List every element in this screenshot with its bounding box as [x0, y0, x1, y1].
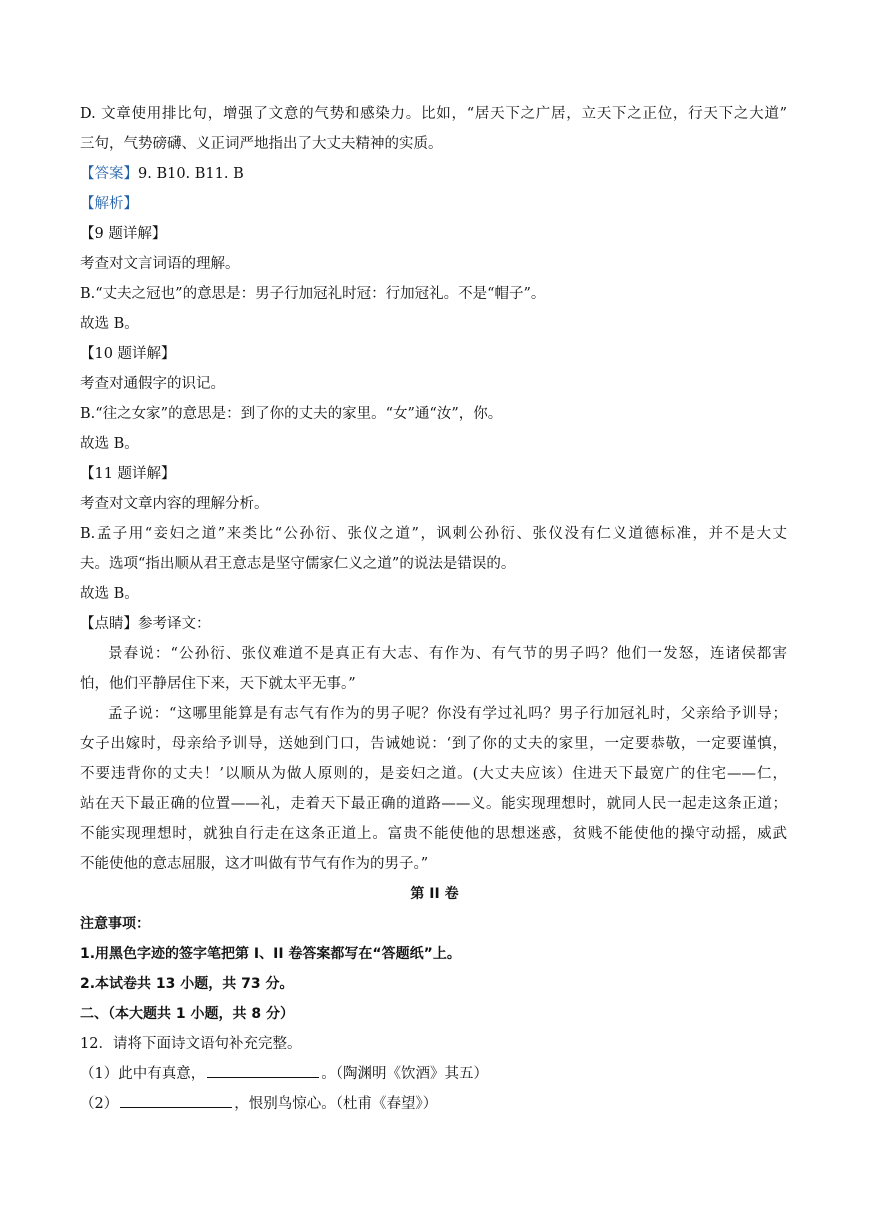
analysis-label: 【解析】 — [80, 196, 138, 212]
pointer-text: 参考译文： — [138, 616, 211, 632]
q11-line-2: B.孟子用“妾妇之道”来类比“公孙衍、张仪之道”，讽刺公孙衍、张仪没有仁义道德标准，并不是大丈 — [80, 526, 787, 542]
pointer-label: 【点睛】 — [80, 616, 138, 632]
pointer-line — [80, 614, 787, 634]
q11-line-1: 考查对文章内容的理解分析。 — [80, 496, 269, 512]
q10-line-1: 考查对通假字的识记。 — [80, 376, 225, 392]
translation-line-7: 不能实现理想时，就独自行走在这条正道上。富贵不能使他的思想迷惑，贫贱不能使他的操守动摇，威武 — [80, 826, 787, 842]
section-heading: 二、（本大题共 1 小题，共 8 分） — [80, 1006, 294, 1022]
fill-item-2 — [80, 1094, 787, 1114]
fill-item-2-prefix: （2） — [80, 1096, 119, 1112]
notice-item-2: 2.本试卷共 13 小题，共 73 分。 — [80, 976, 294, 992]
q11-heading: 【11 题详解】 — [80, 466, 176, 482]
option-d-line-1: D. 文章使用排比句，增强了文意的气势和感染力。比如，“居天下之广居，立天下之正位，行天下之大道” — [80, 106, 787, 122]
option-d-line-2: 三句，气势磅礴、义正词严地指出了大丈夫精神的实质。 — [80, 136, 443, 152]
q9-line-3: 故选 B。 — [80, 316, 139, 332]
translation-line-2: 怕，他们平静居住下来，天下就太平无事。” — [80, 676, 356, 692]
translation-line-5: 不要违背你的丈夫！’以顺从为做人原则的，是妾妇之道。(大丈夫应该）住进天下最宽广的住宅——仁， — [80, 766, 787, 782]
fill-item-1-prefix: （1）此中有真意， — [80, 1066, 206, 1082]
answer-label: 【答案】 — [80, 166, 138, 182]
fill-item-2-suffix: ，恨别鸟惊心。（杜甫《春望》） — [234, 1096, 438, 1112]
q10-line-3: 故选 B。 — [80, 436, 139, 452]
fill-item-1 — [80, 1064, 787, 1084]
translation-line-4: 女子出嫁时，母亲给予训导，送她到门口，告诫她说：‘到了你的丈夫的家里，一定要恭敬，一定要谨慎， — [80, 736, 787, 752]
translation-line-1: 景春说：“公孙衍、张仪难道不是真正有大志、有作为、有气节的男子吗？他们一发怒，连诸侯都害 — [108, 646, 787, 662]
q9-line-1: 考查对文言词语的理解。 — [80, 256, 240, 272]
q11-line-4: 故选 B。 — [80, 586, 139, 602]
q11-line-3: 夫。选项“指出顺从君王意志是坚守儒家仁义之道”的说法是错误的。 — [80, 556, 516, 572]
translation-line-8: 不能使他的意志屈服，这才叫做有节气有作为的男子。” — [80, 856, 429, 872]
translation-line-3: 孟子说：“这哪里能算是有志气有作为的男子呢？你没有学过礼吗？男子行加冠礼时，父亲给予训导； — [108, 706, 787, 722]
notice-title: 注意事项： — [80, 916, 150, 932]
answer-text: 9. B10. B11. B — [138, 166, 244, 182]
answer-line — [80, 164, 787, 184]
answer-blank-1[interactable] — [207, 1065, 319, 1078]
answer-blank-2[interactable] — [120, 1095, 232, 1108]
translation-line-6: 站在天下最正确的位置——礼，走着天下最正确的道路——义。能实现理想时，就同人民一起走这条正道； — [80, 796, 787, 812]
fill-item-1-suffix: 。（陶渊明《饮酒》其五） — [321, 1066, 488, 1082]
notice-item-1: 1.用黑色字迹的签字笔把第 I、II 卷答案都写在“答题纸”上。 — [80, 946, 461, 962]
q10-line-2: B.“往之女家”的意思是：到了你的丈夫的家里。“女”通“汝”，你。 — [80, 406, 503, 422]
part-two-title: 第 II 卷 — [410, 886, 459, 902]
q9-line-2: B.“丈夫之冠也”的意思是：男子行加冠礼时冠：行加冠礼。不是“帽子”。 — [80, 286, 546, 302]
q9-heading: 【9 题详解】 — [80, 226, 167, 242]
question-12: 12．请将下面诗文语句补充完整。 — [80, 1036, 302, 1052]
q10-heading: 【10 题详解】 — [80, 346, 176, 362]
